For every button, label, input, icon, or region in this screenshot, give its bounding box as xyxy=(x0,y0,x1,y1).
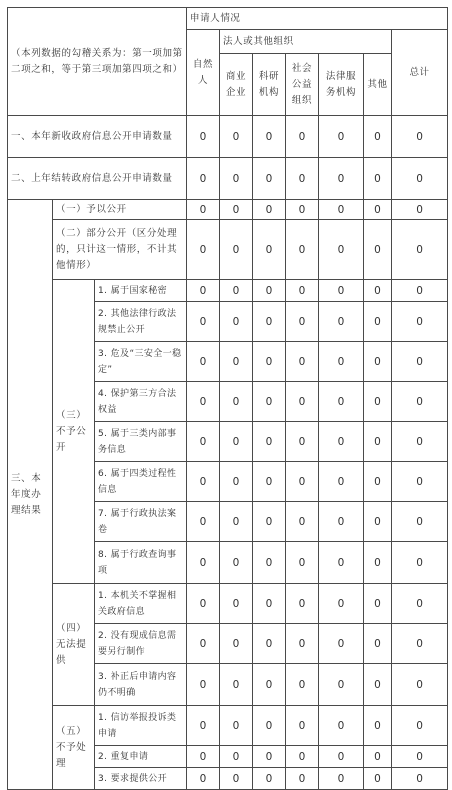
cell-value: 0 xyxy=(253,746,286,768)
header-other: 其他 xyxy=(364,54,392,116)
row-label: 4. 保护第三方合法权益 xyxy=(95,382,187,422)
report-table-container xyxy=(7,7,448,790)
cell-value: 0 xyxy=(319,342,364,382)
row-label: 2. 其他法律行政法规禁止公开 xyxy=(95,302,187,342)
header-social: 社会公益组织 xyxy=(286,54,319,116)
cell-value: 0 xyxy=(286,624,319,664)
cell-value: 0 xyxy=(187,664,220,706)
subsection-five-label: （五）不予处理 xyxy=(53,706,95,790)
cell-value: 0 xyxy=(220,706,253,746)
info-disclosure-table xyxy=(7,7,448,790)
cell-value: 0 xyxy=(392,746,448,768)
header-note: （本列数据的勾稽关系为：第一项加第二项之和，等于第三项加第四项之和） xyxy=(8,8,187,116)
cell-value: 0 xyxy=(319,220,364,280)
cell-value: 0 xyxy=(286,116,319,158)
cell-value: 0 xyxy=(392,382,448,422)
cell-value: 0 xyxy=(253,542,286,584)
cell-value: 0 xyxy=(286,768,319,790)
cell-value: 0 xyxy=(187,116,220,158)
row-label: 7. 属于行政执法案卷 xyxy=(95,502,187,542)
cell-value: 0 xyxy=(286,200,319,220)
cell-value: 0 xyxy=(187,158,220,200)
table-row xyxy=(8,200,448,220)
cell-value: 0 xyxy=(286,584,319,624)
cell-value: 0 xyxy=(187,200,220,220)
cell-value: 0 xyxy=(253,422,286,462)
cell-value: 0 xyxy=(392,706,448,746)
cell-value: 0 xyxy=(392,542,448,584)
cell-value: 0 xyxy=(319,768,364,790)
cell-value: 0 xyxy=(187,280,220,302)
cell-value: 0 xyxy=(187,302,220,342)
cell-value: 0 xyxy=(392,200,448,220)
cell-value: 0 xyxy=(253,462,286,502)
cell-value: 0 xyxy=(364,280,392,302)
header-natural-person: 自然人 xyxy=(187,30,220,116)
cell-value: 0 xyxy=(253,624,286,664)
cell-value: 0 xyxy=(253,382,286,422)
table-row xyxy=(8,584,448,624)
row-label: 1. 本机关不掌握相关政府信息 xyxy=(95,584,187,624)
row-label: 2. 重复申请 xyxy=(95,746,187,768)
table-row xyxy=(8,158,448,200)
cell-value: 0 xyxy=(364,542,392,584)
cell-value: 0 xyxy=(220,382,253,422)
cell-value: 0 xyxy=(286,220,319,280)
cell-value: 0 xyxy=(392,624,448,664)
section-three-label: 三、本年度办理结果 xyxy=(8,200,53,790)
cell-value: 0 xyxy=(286,382,319,422)
header-applicant-situation: 申请人情况 xyxy=(187,8,448,30)
cell-value: 0 xyxy=(286,542,319,584)
cell-value: 0 xyxy=(364,382,392,422)
cell-value: 0 xyxy=(392,502,448,542)
cell-value: 0 xyxy=(286,342,319,382)
cell-value: 0 xyxy=(253,158,286,200)
header-total: 总计 xyxy=(392,30,448,116)
cell-value: 0 xyxy=(253,302,286,342)
cell-value: 0 xyxy=(187,768,220,790)
cell-value: 0 xyxy=(187,584,220,624)
cell-value: 0 xyxy=(220,158,253,200)
cell-value: 0 xyxy=(364,746,392,768)
cell-value: 0 xyxy=(187,462,220,502)
cell-value: 0 xyxy=(364,664,392,706)
cell-value: 0 xyxy=(286,502,319,542)
cell-value: 0 xyxy=(220,342,253,382)
cell-value: 0 xyxy=(392,302,448,342)
cell-value: 0 xyxy=(364,502,392,542)
cell-value: 0 xyxy=(364,116,392,158)
cell-value: 0 xyxy=(392,664,448,706)
row-label: 3. 补正后申请内容仍不明确 xyxy=(95,664,187,706)
cell-value: 0 xyxy=(286,706,319,746)
row-label: 二、上年结转政府信息公开申请数量 xyxy=(8,158,187,200)
cell-value: 0 xyxy=(392,342,448,382)
cell-value: 0 xyxy=(187,624,220,664)
cell-value: 0 xyxy=(220,220,253,280)
cell-value: 0 xyxy=(364,768,392,790)
table-row xyxy=(8,706,448,746)
cell-value: 0 xyxy=(364,342,392,382)
cell-value: 0 xyxy=(253,502,286,542)
cell-value: 0 xyxy=(220,302,253,342)
row-label: 2. 没有现成信息需要另行制作 xyxy=(95,624,187,664)
cell-value: 0 xyxy=(220,116,253,158)
cell-value: 0 xyxy=(220,462,253,502)
cell-value: 0 xyxy=(319,502,364,542)
cell-value: 0 xyxy=(253,280,286,302)
table-row xyxy=(8,220,448,280)
header-research: 科研机构 xyxy=(253,54,286,116)
cell-value: 0 xyxy=(253,116,286,158)
cell-value: 0 xyxy=(319,158,364,200)
row-label: （二）部分公开（区分处理的，只计这一情形，不计其他情形） xyxy=(53,220,187,280)
cell-value: 0 xyxy=(319,542,364,584)
cell-value: 0 xyxy=(187,746,220,768)
subsection-four-label: （四）无法提供 xyxy=(53,584,95,706)
row-label: 1. 属于国家秘密 xyxy=(95,280,187,302)
cell-value: 0 xyxy=(220,624,253,664)
table-row xyxy=(8,280,448,302)
header-commercial: 商业企业 xyxy=(220,54,253,116)
cell-value: 0 xyxy=(187,542,220,584)
cell-value: 0 xyxy=(253,706,286,746)
cell-value: 0 xyxy=(286,462,319,502)
cell-value: 0 xyxy=(220,200,253,220)
header-legal-service: 法律服务机构 xyxy=(319,54,364,116)
cell-value: 0 xyxy=(220,664,253,706)
cell-value: 0 xyxy=(364,422,392,462)
cell-value: 0 xyxy=(253,342,286,382)
cell-value: 0 xyxy=(187,706,220,746)
row-label: 5. 属于三类内部事务信息 xyxy=(95,422,187,462)
cell-value: 0 xyxy=(392,116,448,158)
cell-value: 0 xyxy=(286,158,319,200)
row-label: 1. 信访举报投诉类申请 xyxy=(95,706,187,746)
table-row xyxy=(8,116,448,158)
cell-value: 0 xyxy=(286,664,319,706)
row-label: （一）予以公开 xyxy=(53,200,187,220)
cell-value: 0 xyxy=(364,302,392,342)
row-label: 6. 属于四类过程性信息 xyxy=(95,462,187,502)
cell-value: 0 xyxy=(220,746,253,768)
cell-value: 0 xyxy=(392,584,448,624)
row-label: 8. 属于行政查询事项 xyxy=(95,542,187,584)
cell-value: 0 xyxy=(187,382,220,422)
cell-value: 0 xyxy=(220,280,253,302)
cell-value: 0 xyxy=(220,502,253,542)
cell-value: 0 xyxy=(187,422,220,462)
cell-value: 0 xyxy=(364,624,392,664)
cell-value: 0 xyxy=(220,422,253,462)
subsection-three-label: （三）不予公开 xyxy=(53,280,95,584)
cell-value: 0 xyxy=(392,768,448,790)
cell-value: 0 xyxy=(187,502,220,542)
cell-value: 0 xyxy=(286,280,319,302)
cell-value: 0 xyxy=(364,584,392,624)
cell-value: 0 xyxy=(364,158,392,200)
cell-value: 0 xyxy=(392,158,448,200)
cell-value: 0 xyxy=(319,584,364,624)
row-label: 一、本年新收政府信息公开申请数量 xyxy=(8,116,187,158)
row-label: 3. 危及“三安全一稳定” xyxy=(95,342,187,382)
cell-value: 0 xyxy=(319,200,364,220)
cell-value: 0 xyxy=(220,584,253,624)
cell-value: 0 xyxy=(253,220,286,280)
cell-value: 0 xyxy=(319,624,364,664)
cell-value: 0 xyxy=(220,768,253,790)
cell-value: 0 xyxy=(392,422,448,462)
cell-value: 0 xyxy=(187,342,220,382)
cell-value: 0 xyxy=(319,746,364,768)
cell-value: 0 xyxy=(286,422,319,462)
cell-value: 0 xyxy=(319,116,364,158)
cell-value: 0 xyxy=(253,768,286,790)
cell-value: 0 xyxy=(319,302,364,342)
cell-value: 0 xyxy=(392,462,448,502)
cell-value: 0 xyxy=(220,542,253,584)
cell-value: 0 xyxy=(319,280,364,302)
cell-value: 0 xyxy=(364,220,392,280)
cell-value: 0 xyxy=(187,220,220,280)
cell-value: 0 xyxy=(319,664,364,706)
cell-value: 0 xyxy=(364,200,392,220)
cell-value: 0 xyxy=(319,462,364,502)
cell-value: 0 xyxy=(364,706,392,746)
header-legal-group: 法人或其他组织 xyxy=(220,30,392,54)
cell-value: 0 xyxy=(286,302,319,342)
cell-value: 0 xyxy=(253,664,286,706)
cell-value: 0 xyxy=(286,746,319,768)
cell-value: 0 xyxy=(319,706,364,746)
cell-value: 0 xyxy=(319,422,364,462)
cell-value: 0 xyxy=(364,462,392,502)
cell-value: 0 xyxy=(392,280,448,302)
cell-value: 0 xyxy=(319,382,364,422)
cell-value: 0 xyxy=(392,220,448,280)
cell-value: 0 xyxy=(253,584,286,624)
row-label: 3. 要求提供公开 xyxy=(95,768,187,790)
cell-value: 0 xyxy=(253,200,286,220)
